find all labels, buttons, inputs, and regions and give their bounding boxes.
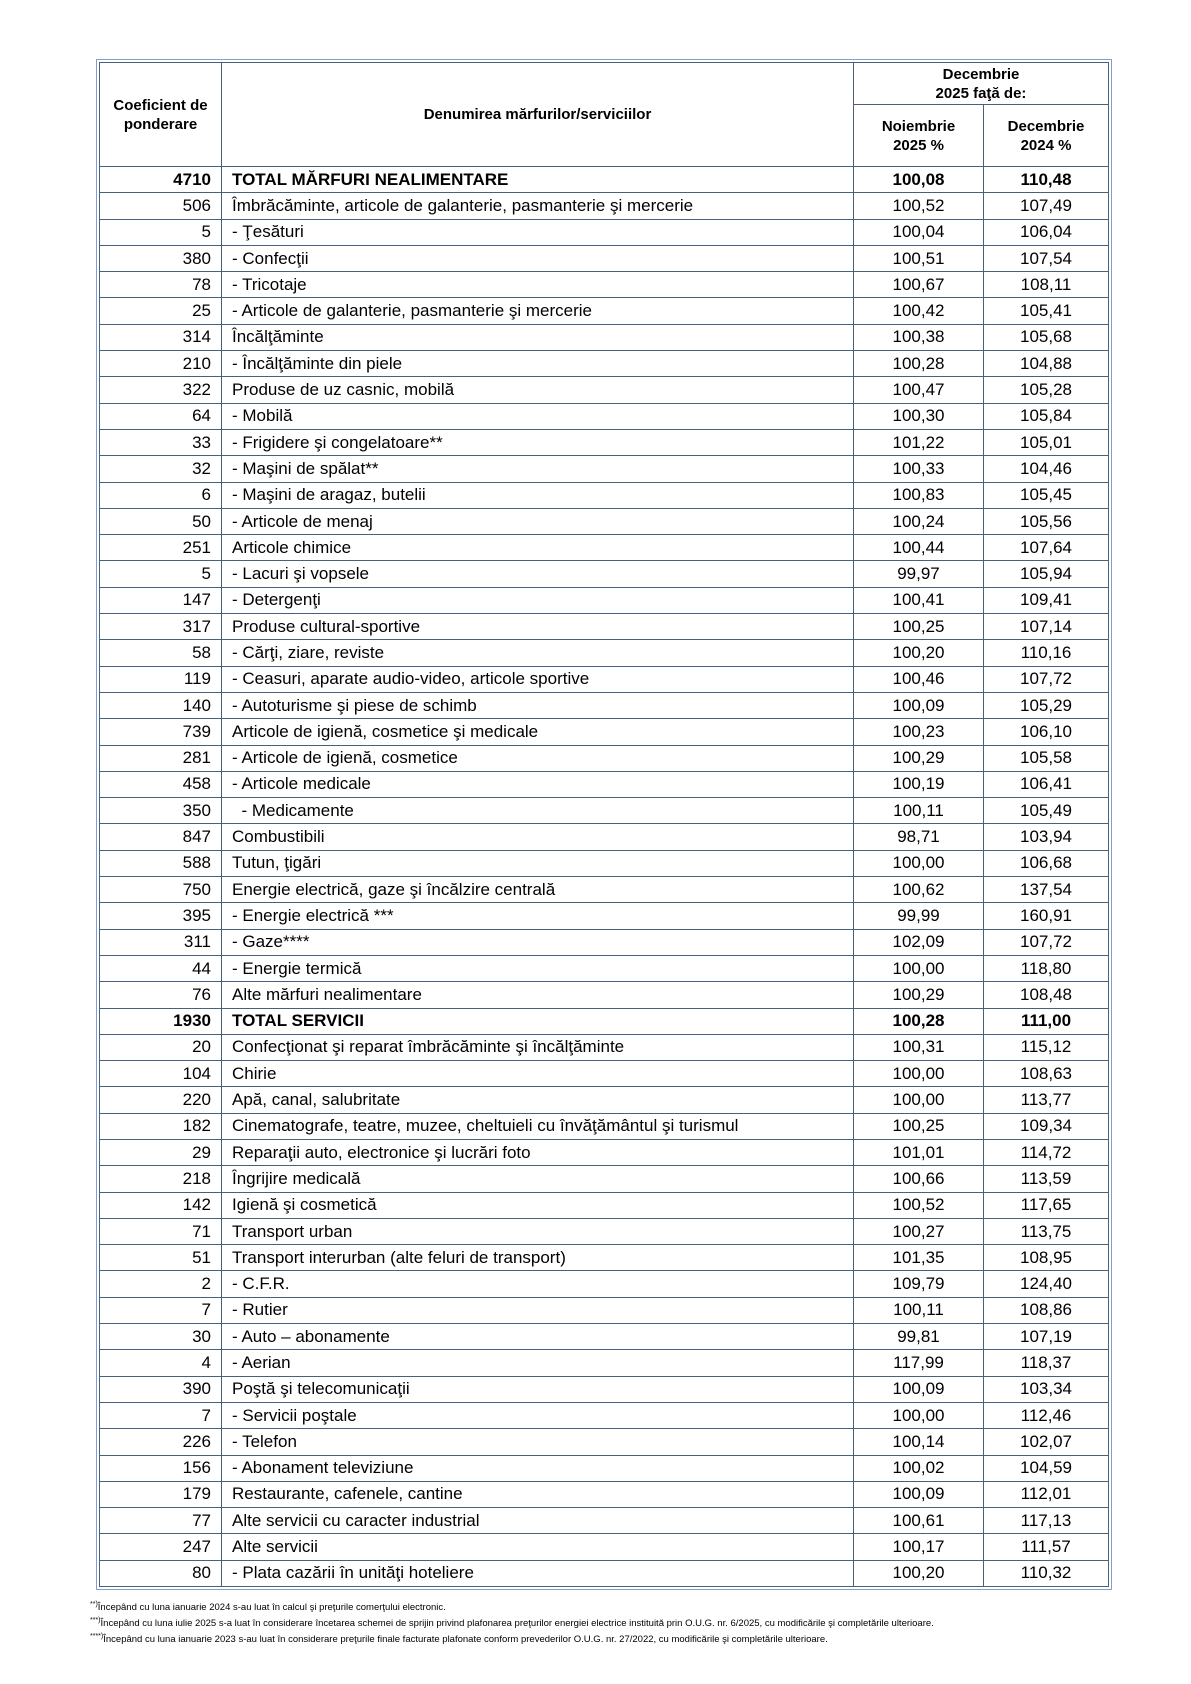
- footnote: [90, 1614, 934, 1630]
- table-row: [100, 719, 1109, 745]
- dec-2024-cell: 105,68: [984, 324, 1109, 350]
- name-cell: Produse cultural-sportive: [222, 614, 854, 640]
- coef-cell: 142: [100, 1192, 222, 1218]
- name-cell: - Confecţii: [222, 245, 854, 271]
- table-row: [100, 903, 1109, 929]
- coef-cell: 847: [100, 824, 222, 850]
- nov-2025-cell: 100,27: [854, 1218, 984, 1244]
- coef-cell: 119: [100, 666, 222, 692]
- nov-2025-cell: 100,02: [854, 1455, 984, 1481]
- total-row: [100, 167, 1109, 193]
- table-row: [100, 824, 1109, 850]
- coef-cell: 5: [100, 219, 222, 245]
- coef-cell: 281: [100, 745, 222, 771]
- coef-cell: 322: [100, 377, 222, 403]
- nov-2025-cell: 100,52: [854, 1192, 984, 1218]
- nov-2025-cell: 100,00: [854, 1087, 984, 1113]
- dec-2024-cell: 107,49: [984, 193, 1109, 219]
- coef-cell: 78: [100, 272, 222, 298]
- coef-cell: 506: [100, 193, 222, 219]
- coef-cell: 739: [100, 719, 222, 745]
- table-row: [100, 324, 1109, 350]
- nov-2025-cell: 100,52: [854, 193, 984, 219]
- dec-2024-cell: 105,49: [984, 798, 1109, 824]
- nov-2025-cell: 100,29: [854, 745, 984, 771]
- nov-2025-cell: 101,35: [854, 1245, 984, 1271]
- table-row: [100, 587, 1109, 613]
- nov-2025-cell: 100,42: [854, 298, 984, 324]
- name-cell: Cinematografe, teatre, muzee, cheltuieli cu învăţământul şi turismul: [222, 1113, 854, 1139]
- dec-2024-cell: 105,28: [984, 377, 1109, 403]
- table-row: [100, 403, 1109, 429]
- coef-cell: 140: [100, 692, 222, 718]
- dec-2024-cell: 111,57: [984, 1534, 1109, 1560]
- col2-header: Decembrie 2024 %: [984, 105, 1109, 167]
- dec-2024-cell: 108,48: [984, 982, 1109, 1008]
- dec-2024-cell: 102,07: [984, 1429, 1109, 1455]
- total-row: [100, 1008, 1109, 1034]
- name-cell: - Articole de igienă, cosmetice: [222, 745, 854, 771]
- table-row: [100, 1376, 1109, 1402]
- dec-2024-cell: 107,54: [984, 245, 1109, 271]
- table-row: [100, 745, 1109, 771]
- name-cell: Poştă şi telecomunicaţii: [222, 1376, 854, 1402]
- table-row: [100, 1218, 1109, 1244]
- dec-2024-cell: 108,95: [984, 1245, 1109, 1271]
- nov-2025-cell: 117,99: [854, 1350, 984, 1376]
- table-row: [100, 1560, 1109, 1586]
- nov-2025-cell: 100,28: [854, 1008, 984, 1034]
- name-cell: Confecţionat şi reparat îmbrăcăminte şi încălţăminte: [222, 1034, 854, 1060]
- name-cell: Transport interurban (alte feluri de transport): [222, 1245, 854, 1271]
- dec-2024-cell: 105,45: [984, 482, 1109, 508]
- name-header: Denumirea mărfurilor/serviciilor: [222, 63, 854, 167]
- name-cell: TOTAL SERVICII: [222, 1008, 854, 1034]
- name-cell: - Auto – abonamente: [222, 1324, 854, 1350]
- name-cell: Reparaţii auto, electronice şi lucrări foto: [222, 1139, 854, 1165]
- coef-cell: 1930: [100, 1008, 222, 1034]
- coef-cell: 2: [100, 1271, 222, 1297]
- nov-2025-cell: 100,09: [854, 1481, 984, 1507]
- dec-2024-cell: 105,29: [984, 692, 1109, 718]
- dec-2024-cell: 112,46: [984, 1402, 1109, 1428]
- nov-2025-cell: 100,83: [854, 482, 984, 508]
- table-row: [100, 1481, 1109, 1507]
- dec-2024-cell: 106,04: [984, 219, 1109, 245]
- coef-cell: 58: [100, 640, 222, 666]
- nov-2025-cell: 100,62: [854, 877, 984, 903]
- table-row: [100, 692, 1109, 718]
- coef-cell: 179: [100, 1481, 222, 1507]
- nov-2025-cell: 100,67: [854, 272, 984, 298]
- footnote: [90, 1630, 934, 1646]
- coef-cell: 314: [100, 324, 222, 350]
- period-header: Decembrie 2025 faţă de:: [854, 63, 1109, 105]
- nov-2025-cell: 99,81: [854, 1324, 984, 1350]
- dec-2024-cell: 107,64: [984, 535, 1109, 561]
- dec-2024-cell: 108,63: [984, 1061, 1109, 1087]
- name-cell: TOTAL MĂRFURI NEALIMENTARE: [222, 167, 854, 193]
- name-cell: - Ţesături: [222, 219, 854, 245]
- coef-cell: 5: [100, 561, 222, 587]
- table-row: [100, 666, 1109, 692]
- nov-2025-cell: 100,28: [854, 351, 984, 377]
- dec-2024-cell: 104,46: [984, 456, 1109, 482]
- nov-2025-cell: 100,61: [854, 1508, 984, 1534]
- name-cell: - Aerian: [222, 1350, 854, 1376]
- name-cell: - Cărţi, ziare, reviste: [222, 640, 854, 666]
- coef-cell: 7: [100, 1297, 222, 1323]
- dec-2024-cell: 115,12: [984, 1034, 1109, 1060]
- table-row: [100, 377, 1109, 403]
- dec-2024-cell: 104,88: [984, 351, 1109, 377]
- table-row: [100, 1508, 1109, 1534]
- coef-cell: 29: [100, 1139, 222, 1165]
- dec-2024-cell: 111,00: [984, 1008, 1109, 1034]
- nov-2025-cell: 100,04: [854, 219, 984, 245]
- name-cell: Articole chimice: [222, 535, 854, 561]
- table-row: [100, 955, 1109, 981]
- dec-2024-cell: 110,48: [984, 167, 1109, 193]
- nov-2025-cell: 100,51: [854, 245, 984, 271]
- table-row: [100, 1061, 1109, 1087]
- dec-2024-cell: 105,58: [984, 745, 1109, 771]
- table-row: [100, 1297, 1109, 1323]
- coef-cell: 64: [100, 403, 222, 429]
- dec-2024-cell: 105,84: [984, 403, 1109, 429]
- dec-2024-cell: 105,01: [984, 429, 1109, 455]
- name-cell: - Lacuri şi vopsele: [222, 561, 854, 587]
- dec-2024-cell: 106,10: [984, 719, 1109, 745]
- table-row: [100, 561, 1109, 587]
- nov-2025-cell: 100,38: [854, 324, 984, 350]
- dec-2024-cell: 113,59: [984, 1166, 1109, 1192]
- table-row: [100, 1429, 1109, 1455]
- table-row: [100, 1139, 1109, 1165]
- coef-cell: 750: [100, 877, 222, 903]
- name-cell: - Telefon: [222, 1429, 854, 1455]
- table-row: [100, 1166, 1109, 1192]
- nov-2025-cell: 99,97: [854, 561, 984, 587]
- name-cell: - Articole de galanterie, pasmanterie şi mercerie: [222, 298, 854, 324]
- dec-2024-cell: 105,41: [984, 298, 1109, 324]
- name-cell: Tutun, ţigări: [222, 850, 854, 876]
- name-cell: - Detergenţi: [222, 587, 854, 613]
- name-cell: - Mobilă: [222, 403, 854, 429]
- table-row: [100, 351, 1109, 377]
- dec-2024-cell: 106,41: [984, 771, 1109, 797]
- coef-cell: 220: [100, 1087, 222, 1113]
- nov-2025-cell: 101,22: [854, 429, 984, 455]
- name-cell: - Maşini de spălat**: [222, 456, 854, 482]
- table-row: [100, 1534, 1109, 1560]
- coef-cell: 218: [100, 1166, 222, 1192]
- table-row: [100, 193, 1109, 219]
- table-row: [100, 850, 1109, 876]
- table-row: [100, 1455, 1109, 1481]
- footnote: [90, 1598, 934, 1614]
- name-cell: - Încălţăminte din piele: [222, 351, 854, 377]
- footnote-text: Începând cu luna ianuarie 2024 s-au luat în calcul şi preţurile comerţului electronic.: [97, 1602, 446, 1614]
- nov-2025-cell: 100,41: [854, 587, 984, 613]
- dec-2024-cell: 117,13: [984, 1508, 1109, 1534]
- nov-2025-cell: 99,99: [854, 903, 984, 929]
- dec-2024-cell: 109,41: [984, 587, 1109, 613]
- table-row: [100, 219, 1109, 245]
- name-cell: Alte servicii cu caracter industrial: [222, 1508, 854, 1534]
- coef-cell: 390: [100, 1376, 222, 1402]
- coef-cell: 458: [100, 771, 222, 797]
- nov-2025-cell: 100,09: [854, 1376, 984, 1402]
- dec-2024-cell: 117,65: [984, 1192, 1109, 1218]
- table-frame: [96, 59, 1112, 1590]
- coef-cell: 44: [100, 955, 222, 981]
- name-cell: - C.F.R.: [222, 1271, 854, 1297]
- name-cell: - Maşini de aragaz, butelii: [222, 482, 854, 508]
- coef-cell: 76: [100, 982, 222, 1008]
- name-cell: - Energie termică: [222, 955, 854, 981]
- nov-2025-cell: 100,20: [854, 640, 984, 666]
- nov-2025-cell: 100,46: [854, 666, 984, 692]
- table-row: [100, 771, 1109, 797]
- nov-2025-cell: 100,09: [854, 692, 984, 718]
- footnote-mark: **): [90, 1601, 98, 1608]
- nov-2025-cell: 100,44: [854, 535, 984, 561]
- table-row: [100, 1113, 1109, 1139]
- nov-2025-cell: 109,79: [854, 1271, 984, 1297]
- name-cell: Produse de uz casnic, mobilă: [222, 377, 854, 403]
- coef-cell: 311: [100, 929, 222, 955]
- dec-2024-cell: 113,77: [984, 1087, 1109, 1113]
- nov-2025-cell: 100,00: [854, 1402, 984, 1428]
- dec-2024-cell: 108,86: [984, 1297, 1109, 1323]
- name-cell: - Articole medicale: [222, 771, 854, 797]
- table-row: [100, 798, 1109, 824]
- name-cell: Chirie: [222, 1061, 854, 1087]
- footnote-mark: ****): [90, 1633, 104, 1641]
- coef-cell: 4710: [100, 167, 222, 193]
- coef-cell: 7: [100, 1402, 222, 1428]
- nov-2025-cell: 100,19: [854, 771, 984, 797]
- nov-2025-cell: 100,17: [854, 1534, 984, 1560]
- name-cell: - Plata cazării în unităţi hoteliere: [222, 1560, 854, 1586]
- name-cell: Îngrijire medicală: [222, 1166, 854, 1192]
- name-cell: Încălţăminte: [222, 324, 854, 350]
- name-cell: - Gaze****: [222, 929, 854, 955]
- coef-cell: 247: [100, 1534, 222, 1560]
- nov-2025-cell: 100,29: [854, 982, 984, 1008]
- name-cell: Energie electrică, gaze şi încălzire centrală: [222, 877, 854, 903]
- dec-2024-cell: 106,68: [984, 850, 1109, 876]
- table-row: [100, 1034, 1109, 1060]
- dec-2024-cell: 107,19: [984, 1324, 1109, 1350]
- name-cell: Igienă şi cosmetică: [222, 1192, 854, 1218]
- table-row: [100, 429, 1109, 455]
- table-row: [100, 1324, 1109, 1350]
- footnote-text: Începând cu luna iulie 2025 s-a luat în considerare încetarea schemei de sprijin privind plafonarea preţurilor energiei electrice instituită prin O.U.G. nr. 6/2025, cu modificările şi completările ulterioare.: [100, 1618, 934, 1630]
- nov-2025-cell: 100,25: [854, 1113, 984, 1139]
- nov-2025-cell: 100,08: [854, 167, 984, 193]
- table-row: [100, 1350, 1109, 1376]
- dec-2024-cell: 110,16: [984, 640, 1109, 666]
- table-row: [100, 1192, 1109, 1218]
- coef-cell: 6: [100, 482, 222, 508]
- table-row: [100, 614, 1109, 640]
- coef-cell: 20: [100, 1034, 222, 1060]
- dec-2024-cell: 107,72: [984, 666, 1109, 692]
- dec-2024-cell: 124,40: [984, 1271, 1109, 1297]
- name-cell: - Articole de menaj: [222, 508, 854, 534]
- coef-cell: 226: [100, 1429, 222, 1455]
- coef-cell: 71: [100, 1218, 222, 1244]
- coef-cell: 104: [100, 1061, 222, 1087]
- name-cell: - Frigidere şi congelatoare**: [222, 429, 854, 455]
- coef-cell: 51: [100, 1245, 222, 1271]
- dec-2024-cell: 104,59: [984, 1455, 1109, 1481]
- name-cell: Alte servicii: [222, 1534, 854, 1560]
- table-row: [100, 1271, 1109, 1297]
- name-cell: Alte mărfuri nealimentare: [222, 982, 854, 1008]
- coef-cell: 50: [100, 508, 222, 534]
- footnote-mark: ***): [90, 1617, 101, 1625]
- name-cell: - Abonament televiziune: [222, 1455, 854, 1481]
- dec-2024-cell: 113,75: [984, 1218, 1109, 1244]
- coef-cell: 4: [100, 1350, 222, 1376]
- nov-2025-cell: 100,00: [854, 955, 984, 981]
- nov-2025-cell: 100,33: [854, 456, 984, 482]
- table-row: [100, 298, 1109, 324]
- dec-2024-cell: 160,91: [984, 903, 1109, 929]
- table-row: [100, 272, 1109, 298]
- nov-2025-cell: 100,31: [854, 1034, 984, 1060]
- coef-cell: 380: [100, 245, 222, 271]
- table-row: [100, 1087, 1109, 1113]
- nov-2025-cell: 102,09: [854, 929, 984, 955]
- coef-cell: 182: [100, 1113, 222, 1139]
- name-cell: Restaurante, cafenele, cantine: [222, 1481, 854, 1507]
- price-index-table: [99, 62, 1109, 1587]
- dec-2024-cell: 112,01: [984, 1481, 1109, 1507]
- coef-cell: 30: [100, 1324, 222, 1350]
- nov-2025-cell: 101,01: [854, 1139, 984, 1165]
- table-row: [100, 1402, 1109, 1428]
- nov-2025-cell: 100,25: [854, 614, 984, 640]
- dec-2024-cell: 105,94: [984, 561, 1109, 587]
- footnote-text: Începând cu luna ianuarie 2023 s-au luat în considerare preţurile finale facturate plafonate conform prevederilor O.U.G. nr. 27/2022, cu modificările şi completările ulterioare.: [103, 1634, 828, 1646]
- table-row: [100, 640, 1109, 666]
- nov-2025-cell: 100,14: [854, 1429, 984, 1455]
- nov-2025-cell: 100,24: [854, 508, 984, 534]
- dec-2024-cell: 108,11: [984, 272, 1109, 298]
- table-row: [100, 982, 1109, 1008]
- coef-cell: 210: [100, 351, 222, 377]
- dec-2024-cell: 110,32: [984, 1560, 1109, 1586]
- dec-2024-cell: 109,34: [984, 1113, 1109, 1139]
- coef-cell: 156: [100, 1455, 222, 1481]
- dec-2024-cell: 105,56: [984, 508, 1109, 534]
- nov-2025-cell: 98,71: [854, 824, 984, 850]
- table-row: [100, 456, 1109, 482]
- table-row: [100, 535, 1109, 561]
- table-row: [100, 877, 1109, 903]
- coef-cell: 317: [100, 614, 222, 640]
- name-cell: - Servicii poştale: [222, 1402, 854, 1428]
- col1-header: Noiembrie 2025 %: [854, 105, 984, 167]
- coef-cell: 33: [100, 429, 222, 455]
- footnotes: [90, 1598, 934, 1646]
- dec-2024-cell: 137,54: [984, 877, 1109, 903]
- coef-cell: 588: [100, 850, 222, 876]
- table-row: [100, 929, 1109, 955]
- coef-cell: 251: [100, 535, 222, 561]
- name-cell: - Autoturisme şi piese de schimb: [222, 692, 854, 718]
- table-row: [100, 1245, 1109, 1271]
- name-cell: - Tricotaje: [222, 272, 854, 298]
- table-row: [100, 245, 1109, 271]
- name-cell: Combustibili: [222, 824, 854, 850]
- table-body: [100, 167, 1109, 1587]
- dec-2024-cell: 103,94: [984, 824, 1109, 850]
- dec-2024-cell: 107,72: [984, 929, 1109, 955]
- name-cell: Îmbrăcăminte, articole de galanterie, pasmanterie şi mercerie: [222, 193, 854, 219]
- name-cell: - Medicamente: [222, 798, 854, 824]
- nov-2025-cell: 100,00: [854, 1061, 984, 1087]
- nov-2025-cell: 100,00: [854, 850, 984, 876]
- name-cell: Articole de igienă, cosmetice şi medicale: [222, 719, 854, 745]
- nov-2025-cell: 100,11: [854, 1297, 984, 1323]
- coef-cell: 350: [100, 798, 222, 824]
- dec-2024-cell: 103,34: [984, 1376, 1109, 1402]
- name-cell: Transport urban: [222, 1218, 854, 1244]
- name-cell: Apă, canal, salubritate: [222, 1087, 854, 1113]
- coef-cell: 147: [100, 587, 222, 613]
- name-cell: - Rutier: [222, 1297, 854, 1323]
- coef-cell: 80: [100, 1560, 222, 1586]
- nov-2025-cell: 100,23: [854, 719, 984, 745]
- nov-2025-cell: 100,47: [854, 377, 984, 403]
- table-row: [100, 482, 1109, 508]
- dec-2024-cell: 107,14: [984, 614, 1109, 640]
- table-row: [100, 508, 1109, 534]
- coef-cell: 32: [100, 456, 222, 482]
- dec-2024-cell: 114,72: [984, 1139, 1109, 1165]
- coef-cell: 395: [100, 903, 222, 929]
- name-cell: - Energie electrică ***: [222, 903, 854, 929]
- coef-header: Coeficient de ponderare: [100, 63, 222, 167]
- dec-2024-cell: 118,80: [984, 955, 1109, 981]
- coef-cell: 25: [100, 298, 222, 324]
- nov-2025-cell: 100,30: [854, 403, 984, 429]
- nov-2025-cell: 100,20: [854, 1560, 984, 1586]
- coef-cell: 77: [100, 1508, 222, 1534]
- nov-2025-cell: 100,66: [854, 1166, 984, 1192]
- nov-2025-cell: 100,11: [854, 798, 984, 824]
- name-cell: - Ceasuri, aparate audio-video, articole sportive: [222, 666, 854, 692]
- dec-2024-cell: 118,37: [984, 1350, 1109, 1376]
